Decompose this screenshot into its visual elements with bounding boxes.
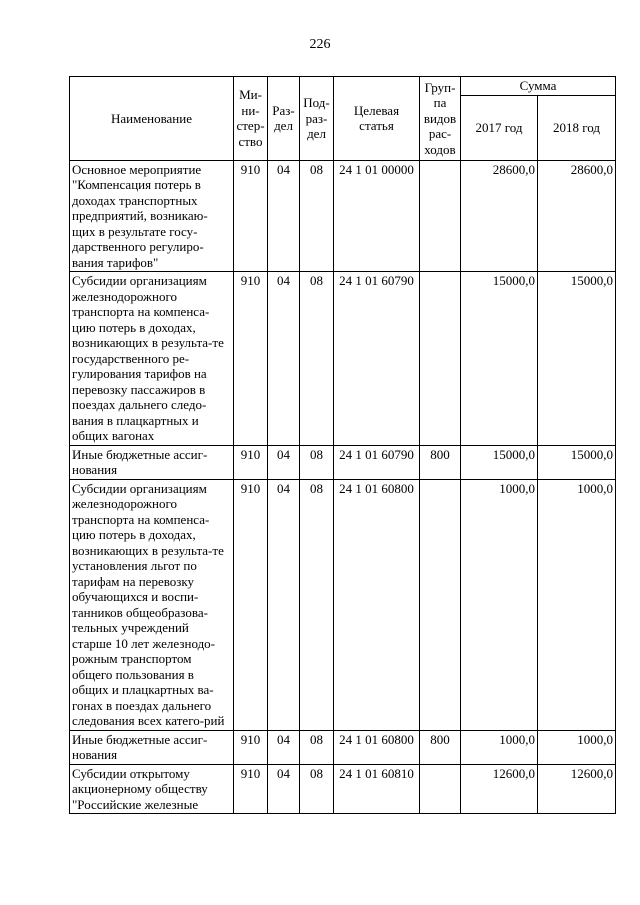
- cell-section: 04: [268, 160, 300, 272]
- cell-2017: 15000,0: [461, 272, 538, 446]
- header-year-2017: 2017 год: [461, 95, 538, 160]
- cell-2018: 15000,0: [538, 272, 616, 446]
- cell-name: Субсидии организациям железнодорожного транспорта на компенса-цию потерь в доходах, возникающих в результа-те государственного ре-гулирования тарифов на перевозку пассажиров в поездах дальнего следо-вания в плацкартных и общих вагонах: [70, 272, 234, 446]
- cell-ministry: 910: [234, 272, 268, 446]
- cell-2018: 12600,0: [538, 764, 616, 814]
- cell-name: Иные бюджетные ассиг-нования: [70, 445, 234, 479]
- cell-target: 24 1 01 60800: [334, 730, 420, 764]
- cell-group: [420, 160, 461, 272]
- table-row: [70, 730, 616, 764]
- cell-name: Иные бюджетные ассиг-нования: [70, 730, 234, 764]
- table-header: [70, 77, 616, 161]
- table-body: [70, 160, 616, 814]
- cell-section: 04: [268, 730, 300, 764]
- cell-target: 24 1 01 60800: [334, 479, 420, 730]
- header-group: Груп- па видов рас- ходов: [420, 77, 461, 161]
- cell-subsection: 08: [300, 730, 334, 764]
- cell-ministry: 910: [234, 730, 268, 764]
- cell-section: 04: [268, 764, 300, 814]
- table-row: [70, 160, 616, 272]
- page-number: 226: [309, 37, 331, 52]
- header-target: Целевая статья: [334, 77, 420, 161]
- cell-2018: 28600,0: [538, 160, 616, 272]
- cell-subsection: 08: [300, 272, 334, 446]
- cell-subsection: 08: [300, 764, 334, 814]
- cell-name: Основное мероприятие "Компенсация потерь в доходах транспортных предприятий, возникаю-щих в результате госу-дарственного регулиро-вания тарифов": [70, 160, 234, 272]
- cell-group: 800: [420, 730, 461, 764]
- cell-group: [420, 272, 461, 446]
- cell-group: [420, 479, 461, 730]
- cell-subsection: 08: [300, 479, 334, 730]
- cell-2017: 15000,0: [461, 445, 538, 479]
- cell-subsection: 08: [300, 160, 334, 272]
- table-row: [70, 479, 616, 730]
- cell-name: Субсидии организациям железнодорожного транспорта на компенса-цию потерь в доходах, возникающих в результа-те установления льгот по тарифам на перевозку обучающихся и воспи-танников общеобразова-тельных учреждений старше 10 лет железнодо-рожным транспортом общего пользования в общих и плацкартных ва-гонах в поездах дальнего следования всех катего-рий: [70, 479, 234, 730]
- cell-section: 04: [268, 445, 300, 479]
- cell-2017: 12600,0: [461, 764, 538, 814]
- header-year-2018: 2018 год: [538, 95, 616, 160]
- cell-section: 04: [268, 272, 300, 446]
- table-row: [70, 445, 616, 479]
- header-name: Наименование: [70, 77, 234, 161]
- cell-ministry: 910: [234, 479, 268, 730]
- cell-2017: 1000,0: [461, 479, 538, 730]
- cell-2018: 1000,0: [538, 730, 616, 764]
- cell-target: 24 1 01 00000: [334, 160, 420, 272]
- cell-target: 24 1 01 60790: [334, 272, 420, 446]
- header-subsection: Под- раз- дел: [300, 77, 334, 161]
- cell-group: 800: [420, 445, 461, 479]
- header-ministry: Ми- ни- стер- ство: [234, 77, 268, 161]
- cell-subsection: 08: [300, 445, 334, 479]
- header-section: Раз- дел: [268, 77, 300, 161]
- header-sum: Сумма: [461, 77, 616, 96]
- cell-2017: 28600,0: [461, 160, 538, 272]
- cell-name: Субсидии открытому акционерному обществу "Российские железные: [70, 764, 234, 814]
- cell-ministry: 910: [234, 764, 268, 814]
- budget-table: [69, 76, 616, 814]
- cell-2018: 1000,0: [538, 479, 616, 730]
- cell-2017: 1000,0: [461, 730, 538, 764]
- table-row: [70, 272, 616, 446]
- cell-target: 24 1 01 60790: [334, 445, 420, 479]
- table-row: [70, 764, 616, 814]
- cell-group: [420, 764, 461, 814]
- cell-2018: 15000,0: [538, 445, 616, 479]
- cell-target: 24 1 01 60810: [334, 764, 420, 814]
- cell-section: 04: [268, 479, 300, 730]
- cell-ministry: 910: [234, 160, 268, 272]
- cell-ministry: 910: [234, 445, 268, 479]
